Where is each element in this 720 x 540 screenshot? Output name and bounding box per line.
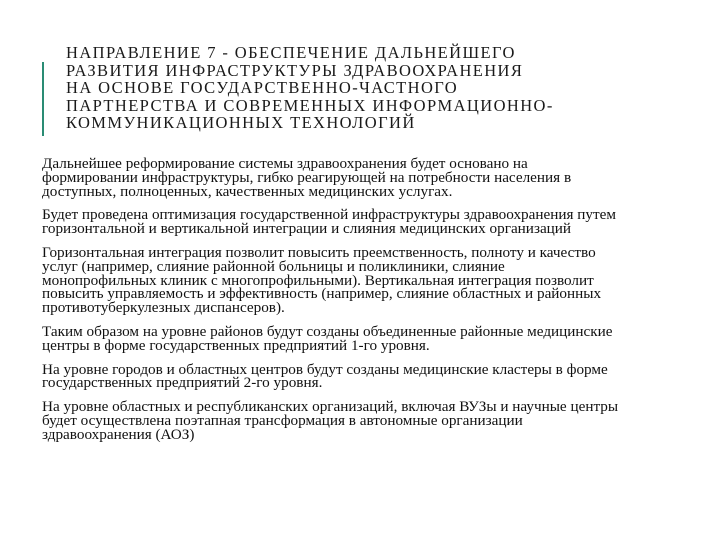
paragraph-city-level: На уровне городов и областных центров будут созданы медицинские кластеры в форме государственных предприятий 2-го уровня. (42, 360, 608, 392)
title-line: ПАРТНЕРСТВА И СОВРЕМЕННЫХ ИНФОРМАЦИОННО- (66, 95, 554, 115)
title-line: НАПРАВЛЕНИЕ 7 - ОБЕСПЕЧЕНИЕ ДАЛЬНЕЙШЕГО (66, 43, 516, 62)
paragraph-district-level: Таким образом на уровне районов будут созданы объединенные районные медицинские центры в форме государственных предприятий 1-го уровня. (42, 322, 613, 354)
slide-body (42, 157, 702, 452)
title-accent-bar (42, 62, 44, 136)
slide-title (66, 44, 686, 132)
title-line: КОММУНИКАЦИОННЫХ ТЕХНОЛОГИЙ (66, 113, 416, 133)
paragraph-integration: Горизонтальная интеграция позволит повысить преемственность, полноту и качество услуг (например, слияние районной больницы и поликлиники, слияние монопрофильных клиник с многопрофильными). Вертикальная интеграция позволит повысить управляемость и эффективность (например, слияние областных и районных противотуберкулезных диспансеров). (42, 243, 602, 317)
paragraph-reform: Дальнейшее реформирование системы здравоохранения будет основано на формировании инфраструктуры, гибко реагирующей на потребности населения в доступных, полноценных, качественных медицинских услугах. (42, 155, 572, 200)
paragraph-optimization: Будет проведена оптимизация государственной инфраструктуры здравоохранения путем горизонтальной и вертикальной интеграции и слияния медицинских организаций (42, 206, 616, 238)
title-line: НА ОСНОВЕ ГОСУДАРСТВЕННО-ЧАСТНОГО (66, 78, 459, 98)
paragraph-republic-level: На уровне областных и республиканских организаций, включая ВУЗы и научные центры будет осуществлена поэтапная трансформация в автономные организации здравоохранения (АОЗ) (42, 398, 619, 443)
title-line: РАЗВИТИЯ ИНФРАСТРУКТУРЫ ЗДРАВООХРАНЕНИЯ (66, 60, 524, 80)
